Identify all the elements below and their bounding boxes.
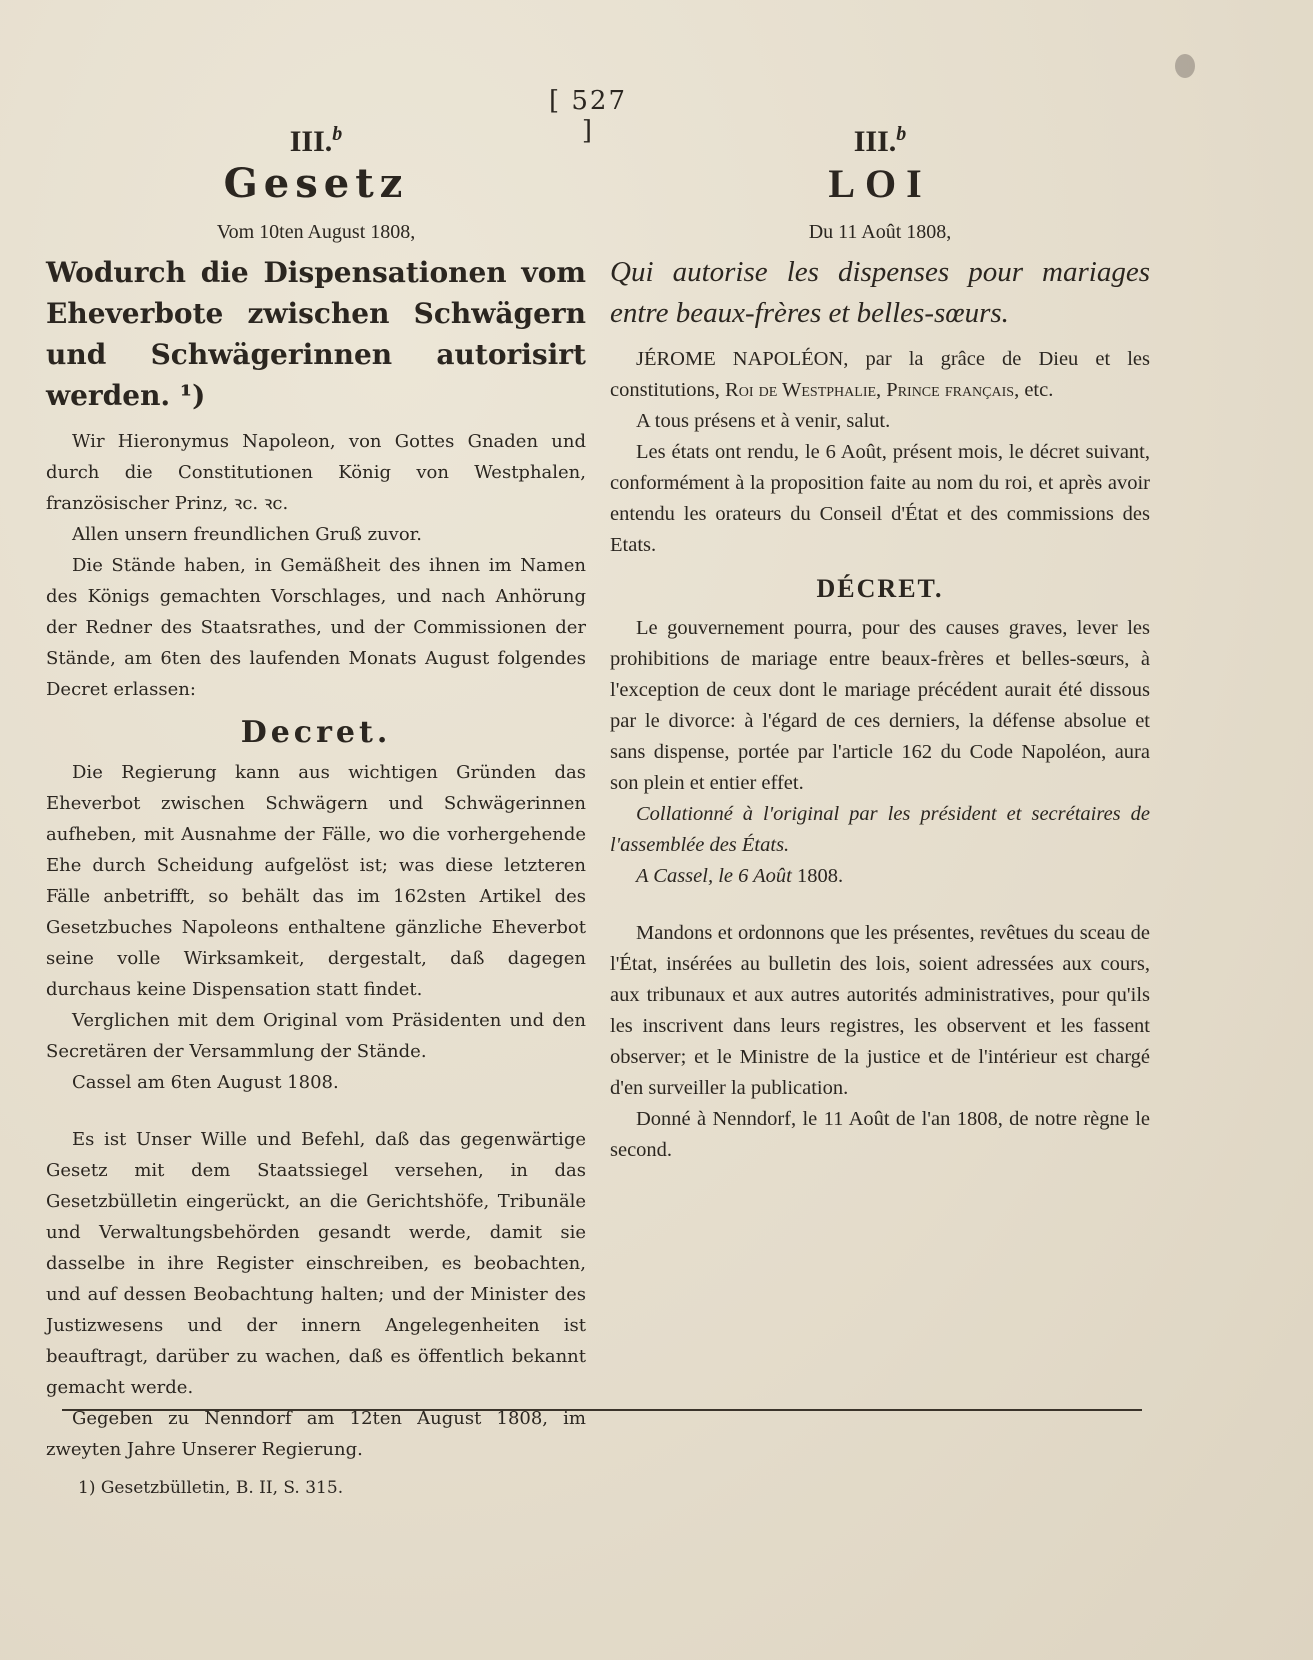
french-preamble-etc: etc. [1024,379,1054,401]
french-date: Du 11 Août 1808, [808,221,952,243]
french-column [610,112,1150,1166]
french-decree-heading: DÉCRET. [816,574,944,603]
german-collation: Verglichen mit dem Original vom Präsidenten und den Secretären der Versammlung der Stände. [46,1010,586,1062]
german-given: Gegeben zu Nenndorf am 12ten August 1808, im zweyten Jahre Unserer Regierung. [46,1408,586,1460]
french-law-number: III.$^b$ [853,123,907,158]
french-preamble-title: Roi de Westphalie, Prince français, [725,379,1020,401]
german-decree-text: Die Regierung kann aus wichtigen Gründen das Eheverbot zwischen Schwägern und Schwägerinnen aufheben, mit Ausnahme der Fälle, wo die vorhergehende Ehe durch Scheidung aufgelöst ist; was diese letzteren Fälle anbetrifft, so behält das im 162sten Artikel des Gesetzbuches Napoleons enthaltene gänzliche Eheverbot seine volle Wirksamkeit, dergestalt, daß dagegen durchaus keine Dispensation statt findet. [46,762,586,1000]
german-place-date: Cassel am 6ten August 1808. [72,1072,339,1093]
french-decree-text: Le gouvernement pourra, pour des causes graves, lever les prohibitions de mariage entre beaux-frères et belles-sœurs, à l'exception de ceux dont le mariage précédent aurait été dissous par le divorce: à l'égard de ces derniers, la défense absolue et sans dispense, portée par l'article 162 du Code Napoléon, aura son plein et entier effet. [610,617,1150,794]
french-preamble-name: JÉROME NAPOLÉON, [636,348,849,370]
german-decree-heading: Decret. [240,715,392,750]
page-number: [ 527 ] [548,86,628,146]
german-column [46,112,586,1465]
french-place-date-mid: le 6 Août [718,865,792,887]
french-subtitle: Qui autorise les dispenses pour mariages entre beaux-frères et belles-sœurs. [610,256,1150,329]
french-greeting: A tous présens et à venir, salut. [636,410,891,432]
german-law-number: III.$^b$ [289,123,343,158]
french-preamble-rest: par la grâce de Dieu et les constitutions, [610,348,1151,401]
french-place-date-year: 1808. [796,865,844,887]
french-collation: Collationné à l'original par les président et secrétaires de l'assemblée des États. [610,803,1150,856]
french-intro: Les états ont rendu, le 6 Août, présent mois, le décret suivant, conformément à la proposition faite au nom du roi, et après avoir entendu les orateurs du Conseil d'État et des commissions des Etats. [610,441,1150,556]
footnote: 1) Gesetzbülletin, B. II, S. 315. [78,1478,344,1498]
french-place-date [610,861,1150,892]
german-subtitle: Wodurch die Dispensationen vom Eheverbote zwischen Schwägern und Schwägerinnen autorisirt werden. ¹) [46,256,586,412]
german-date: Vom 10ten August 1808, [216,221,416,243]
german-preamble: Wir Hieronymus Napoleon, von Gottes Gnaden und durch die Constitutionen König von Westphalen, französischer Prinz, ꝛc. ꝛc. [46,431,586,514]
footnote-rule [62,1409,1142,1411]
german-title: Gesetz [223,160,409,207]
french-preamble [610,344,1150,406]
french-promulgation: Mandons et ordonnons que les présentes, revêtues du sceau de l'État, insérées au bulletin des lois, soient adressées aux cours, aux tribunaux et aux autres autorités administratives, pour qu'ils les inscrivent dans leurs registres, les observent et les fassent observer; et le Ministre de la justice et de l'intérieur est chargé d'en surveiller la publication. [610,922,1150,1099]
french-title: LOI [828,161,932,206]
german-intro: Die Stände haben, in Gemäßheit des ihnen im Namen des Königs gemachten Vorschlages, und nach Anhörung der Redner des Staatsrathes, und der Commissionen der Stände, am 6ten des laufenden Monats August folgendes Decret erlassen: [46,555,586,700]
german-greeting: Allen unsern freundlichen Gruß zuvor. [72,524,423,545]
french-given: Donné à Nenndorf, le 11 Août de l'an 1808, de notre règne le second. [610,1108,1150,1161]
ink-stain [1175,54,1195,78]
german-promulgation: Es ist Unser Wille und Befehl, daß das gegenwärtige Gesetz mit dem Staatssiegel versehen, in das Gesetzbülletin eingerückt, an die Gerichtshöfe, Tribunäle und Verwaltungsbehörden gesandt werde, damit sie dasselbe in ihre Register einschreiben, es beobachten, und auf dessen Beobachtung halten; und der Minister des Justizwesens und der innern Angelegenheiten ist beauftragt, darüber zu wachen, daß es öffentlich bekannt gemacht werde. [46,1129,586,1398]
french-place-date-prefix: A Cassel, [636,865,714,887]
